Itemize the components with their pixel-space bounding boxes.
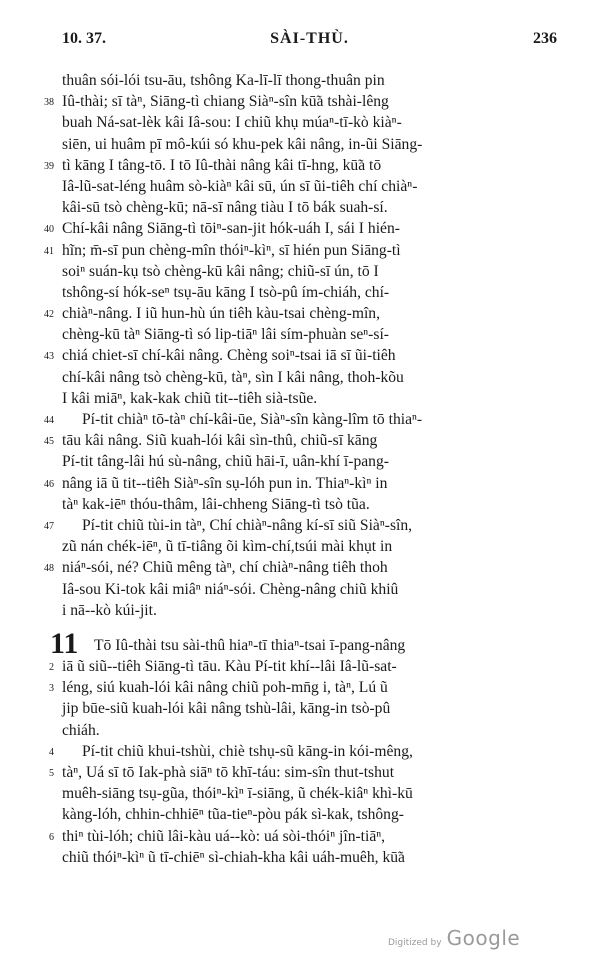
line-text: tì kāng I tâng-tō. I tō Iû-thài nâng kâi tī-hng, kū̃a tō — [62, 156, 382, 174]
digitized-by-watermark — [388, 926, 520, 950]
line-text: Tō Iû-thài tsu sài-thû hiaⁿ-tī thiaⁿ-tsai ī-pang-nâng — [94, 636, 406, 654]
text-line — [56, 134, 561, 155]
line-text: Iâ-sou Ki-tok kâi miâⁿ niáⁿ-sói. Chèng-nâng chiũ khiû — [62, 580, 399, 598]
line-text: muêh-siāng tsụ-gũa, thóiⁿ-kìⁿ ī-siāng, ũ chék-kiâⁿ khì-kū — [62, 785, 413, 803]
verse-number: 3 — [49, 683, 54, 695]
text-line — [49, 656, 561, 677]
verse-number: 2 — [49, 662, 54, 674]
text-line — [56, 698, 561, 719]
verse-number: 48 — [44, 563, 54, 575]
body-text — [44, 70, 561, 868]
verse-number: 39 — [44, 160, 54, 172]
text-line — [56, 600, 561, 621]
verse-number: 42 — [44, 309, 54, 321]
text-line — [44, 515, 561, 536]
book-title: SÀI-THÙ. — [270, 30, 349, 47]
text-line — [56, 579, 561, 600]
line-text: zũ nán chék-iēⁿ, ũ tī-tiâng õi kìm-chí,tsúi mài khụt in — [62, 538, 393, 556]
watermark-brand: Google — [446, 926, 521, 950]
text-line — [49, 677, 561, 698]
line-text: i nā--kò kúi-jit. — [62, 601, 157, 619]
text-line — [56, 720, 561, 741]
line-text: Chí-kâi nâng Siāng-tì tōiⁿ-san-jit hók-uáh I, sái I hién- — [62, 220, 400, 238]
text-line — [56, 176, 561, 197]
watermark-prefix: Digitized by — [388, 938, 442, 948]
line-text: kâi-sū tsò chèng-kū; nā-sī nâng tiàu I tō bák suah-sí. — [62, 199, 388, 217]
running-header — [62, 30, 557, 54]
text-line — [44, 218, 561, 239]
text-line — [44, 240, 561, 261]
text-line — [50, 626, 561, 660]
line-text: chiáh. — [62, 721, 100, 739]
text-line — [56, 324, 561, 345]
line-text: chiàⁿ-nâng. I iũ hun-hù ún tiêh kàu-tsai chèng-mîn, — [62, 305, 380, 323]
line-text: tàⁿ kak-iēⁿ thóu-thâm, lâi-chheng Siāng-tì tsò tũa. — [62, 495, 370, 513]
text-line — [49, 741, 561, 762]
verse-number: 47 — [44, 520, 54, 532]
verse-number: 43 — [44, 351, 54, 363]
text-line — [44, 430, 561, 451]
text-line — [56, 261, 561, 282]
verse-number: 4 — [49, 746, 54, 758]
line-text: Iû-thài; sī tàⁿ, Siāng-tì chiang Siàⁿ-sîn kū̃a tshài-lêng — [62, 93, 389, 111]
line-text: thiⁿ tùi-lóh; chiũ lâi-kàu uá--kò: uá sòi-thóiⁿ jîn-tiāⁿ, — [62, 827, 386, 845]
line-text: Pí-tit tâng-lâi hú sù-nâng, chiũ hāi-ī, uân-khí ī-pang- — [62, 453, 389, 471]
line-text: buah Ná-sat-lèk kâi Iâ-sou: I chiũ khụ múaⁿ-tī-kò kiàⁿ- — [62, 114, 402, 132]
line-text: niáⁿ-sói, né? Chiũ mêng tàⁿ, chí chiàⁿ-nâng tiêh thoh — [62, 559, 388, 577]
line-text: nâng iā ũ tit--tiêh Siàⁿ-sîn sụ-lóh pun in. Thiaⁿ-kìⁿ in — [62, 474, 388, 492]
verse-number: 44 — [44, 415, 54, 426]
line-text: Pí-tit chiũ tùi-in tàⁿ, Chí chiàⁿ-nâng kí-sī siũ Siàⁿ-sîn, — [82, 516, 413, 534]
text-line — [56, 367, 561, 388]
text-line — [44, 557, 561, 578]
text-line — [44, 345, 561, 366]
line-text: léng, siú kuah-lói kâi nâng chiũ poh-mn̄g i, tàⁿ, Lú ũ — [62, 679, 388, 697]
text-line — [56, 282, 561, 303]
text-line — [44, 303, 561, 324]
verse-number: 41 — [44, 245, 54, 257]
section-gap — [56, 621, 561, 635]
chapter-verse-reference: 10. 37. — [62, 30, 106, 47]
text-line — [56, 536, 561, 557]
verse-number: 38 — [44, 97, 54, 109]
page-number: 236 — [533, 30, 557, 47]
line-text: chiũ thóiⁿ-kìⁿ ũ tī-chiēⁿ sì-chiah-kha kâi uáh-muêh, kū̃a — [62, 848, 405, 866]
text-line — [56, 388, 561, 409]
verse-number: 5 — [49, 768, 54, 779]
text-line — [44, 155, 561, 176]
verse-number: 45 — [44, 436, 54, 448]
text-line — [56, 804, 561, 825]
text-line — [56, 494, 561, 515]
verse-number: 6 — [49, 831, 54, 843]
line-text: Pí-tit chiàⁿ tō-tàⁿ chí-kâi-ūe, Siàⁿ-sîn kàng-lîm tō thiaⁿ- — [82, 411, 423, 428]
line-text: soiⁿ suán-kụ tsò chèng-kū kâi nâng; chiũ-sī ún, tō I — [62, 262, 379, 280]
line-text: chèng-kū tàⁿ Siāng-tì só lip-tiāⁿ lâi sím-phuàn seⁿ-sí- — [62, 326, 389, 344]
text-line — [56, 112, 561, 133]
text-line — [49, 762, 561, 783]
line-text: chí-kâi nâng tsò chèng-kū, tàⁿ, sìn I kâi nâng, thoh-kõu — [62, 368, 404, 386]
line-text: hĩn; m̄-sī pun chèng-mîn thóiⁿ-kìⁿ, sī hién pun Siāng-tì — [62, 241, 401, 259]
text-line — [56, 197, 561, 218]
line-text: tshông-sí hók-seⁿ tsụ-āu kāng I tsò-pû ím-chiáh, chí- — [62, 283, 390, 301]
text-line — [56, 847, 561, 868]
line-text: siēn, ui huâm pī mô-kúi só khu-pek kâi nâng, in-ũi Siāng- — [62, 135, 423, 153]
text-line — [56, 70, 561, 91]
line-text: chiá chiet-sī chí-kâi nâng. Chèng soiⁿ-tsai iā sī ũi-tiêh — [62, 347, 396, 365]
text-line — [44, 473, 561, 494]
text-line — [44, 409, 561, 430]
line-text: Pí-tit chiũ khui-tshùi, chiè tshụ-sũ kāng-in kói-mêng, — [82, 742, 413, 760]
line-text: tàⁿ, Uá sī tō Iak-phà siāⁿ tō khī-táu: sim-sîn thut-tshut — [62, 764, 395, 781]
line-text: kàng-lóh, chhin-chhiēⁿ tũa-tieⁿ-pòu pák sì-kak, tshông- — [62, 806, 404, 824]
line-text: I kâi miāⁿ, kak-kak chiũ tit--tiêh sià-tsũe. — [62, 389, 318, 407]
text-line — [56, 451, 561, 472]
line-text: thuân sói-lói tsu-āu, tshông Ka-lī-lī thong-thuân pin — [62, 72, 385, 89]
line-text: tāu kâi nâng. Siũ kuah-lói kâi sìn-thû, chiũ-sī kāng — [62, 432, 378, 450]
line-text: Iâ-lũ-sat-léng huâm sò-kiàⁿ kâi sū, ún sī ũi-tiêh chí chiàⁿ- — [62, 177, 418, 195]
verse-number: 46 — [44, 478, 54, 490]
line-text: iā ũ siũ--tiêh Siāng-tì tāu. Kàu Pí-tit khí--lâi Iâ-lũ-sat- — [62, 658, 397, 676]
text-line — [44, 91, 561, 112]
verse-number: 40 — [44, 224, 54, 236]
chapter-number: 11 — [50, 626, 79, 660]
text-line — [56, 783, 561, 804]
text-line — [49, 826, 561, 847]
line-text: jip būe-siũ kuah-lói kâi nâng tshù-lâi, kāng-in tsò-pû — [62, 700, 391, 718]
